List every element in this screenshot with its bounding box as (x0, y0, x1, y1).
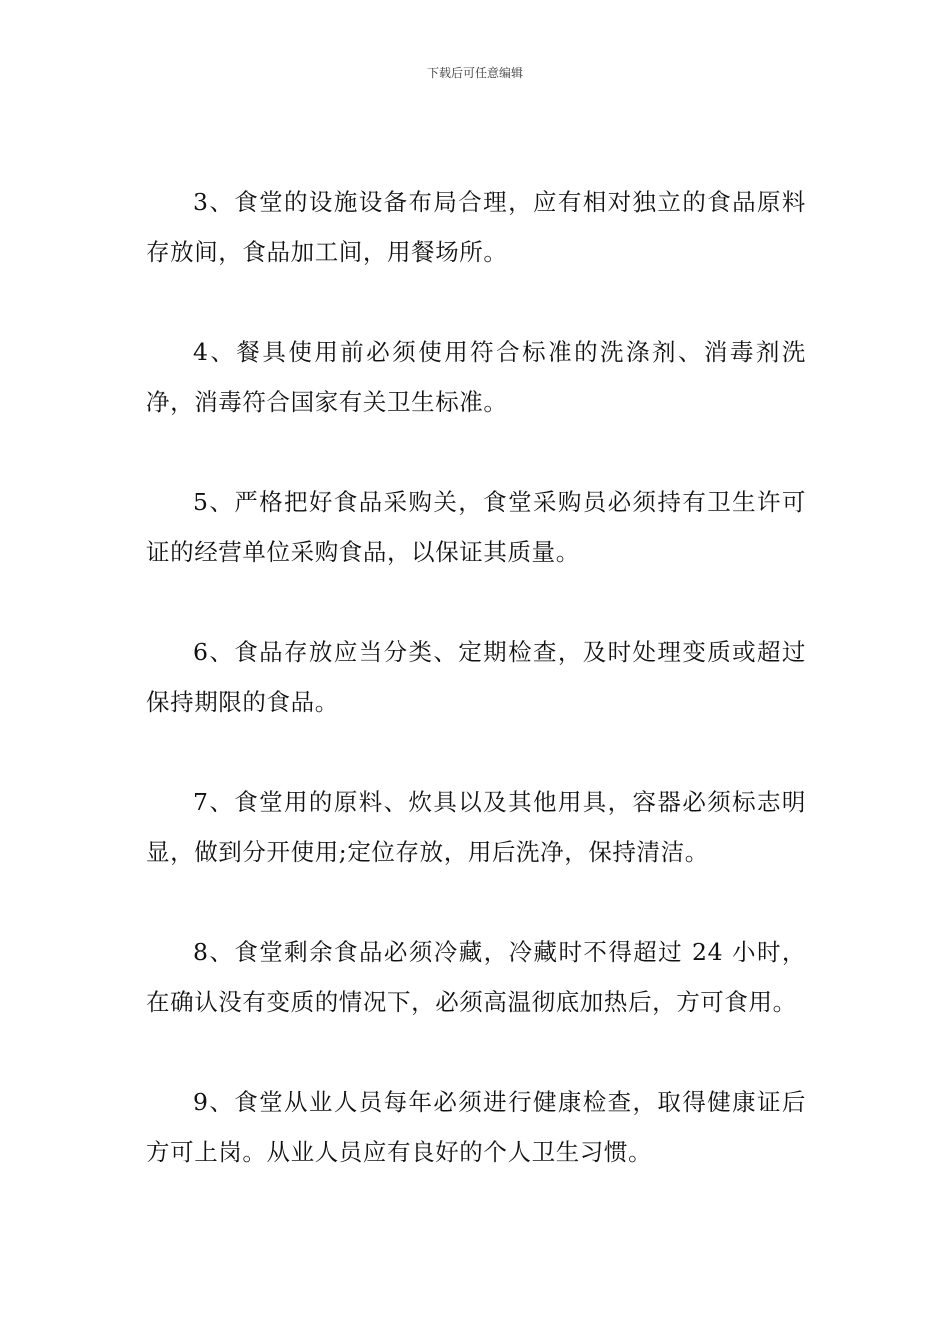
paragraph-item-4: 4、餐具使用前必须使用符合标准的洗涤剂、消毒剂洗净，消毒符合国家有关卫生标准。 (146, 338, 806, 416)
document-body (146, 177, 806, 1227)
paragraph-item-7: 7、食堂用的原料、炊具以及其他用具，容器必须标志明显，做到分开使用;定位存放，用后洗净，保持清洁。 (146, 788, 806, 866)
paragraph-item-5: 5、严格把好食品采购关，食堂采购员必须持有卫生许可证的经营单位采购食品，以保证其质量。 (146, 488, 806, 566)
paragraph-item-9: 9、食堂从业人员每年必须进行健康检查，取得健康证后方可上岗。从业人员应有良好的个人卫生习惯。 (146, 1088, 806, 1166)
paragraph-item-6: 6、食品存放应当分类、定期检查，及时处理变质或超过保持期限的食品。 (146, 638, 806, 716)
paragraph-item-8: 8、食堂剩余食品必须冷藏，冷藏时不得超过 24 小时，在确认没有变质的情况下，必须高温彻底加热后，方可食用。 (146, 938, 806, 1016)
page-header: 下载后可任意编辑 (426, 66, 523, 80)
paragraph-item-3: 3、食堂的设施设备布局合理，应有相对独立的食品原料存放间，食品加工间，用餐场所。 (146, 188, 806, 266)
